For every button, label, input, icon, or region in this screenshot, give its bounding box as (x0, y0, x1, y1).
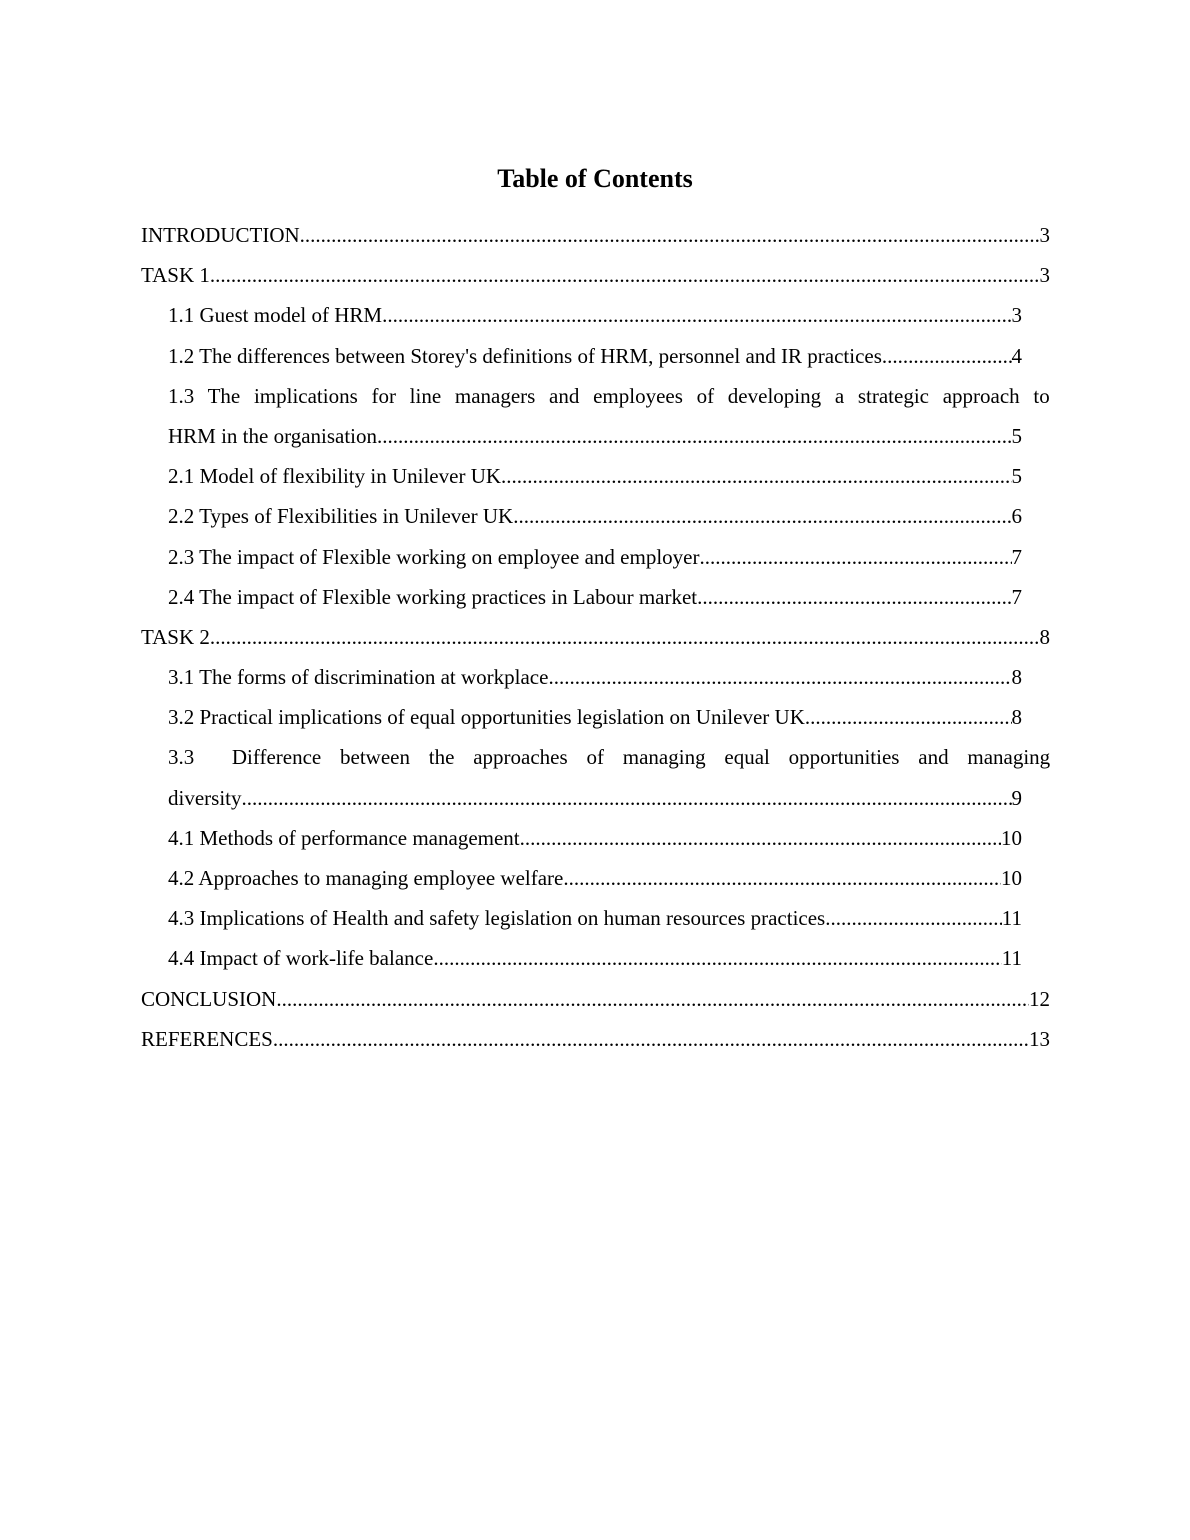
dot-leader (276, 979, 1029, 1019)
toc-entry-2-4[interactable] (168, 577, 1022, 617)
toc-entry-page: 8 (1039, 624, 1050, 649)
toc-entry-4-3[interactable] (168, 898, 1022, 938)
toc-entry-page: 7 (1011, 544, 1022, 569)
toc-entry-label: 1.1 Guest model of HRM (168, 303, 383, 328)
dot-leader (805, 697, 1012, 737)
toc-entry-label-line1: 3.3 Difference between the approaches of managing equal opportunities and managing (168, 745, 1051, 770)
toc-entry-line2 (168, 416, 1022, 456)
toc-entry-conclusion[interactable] (141, 979, 1050, 1019)
toc-entry-page: 7 (1011, 584, 1022, 609)
toc-entry-2-3[interactable] (168, 537, 1022, 577)
toc-entry-page: 6 (1011, 504, 1022, 529)
dot-leader (501, 456, 1011, 496)
toc-entry-line2 (168, 778, 1022, 818)
toc-title: Table of Contents (497, 164, 693, 193)
toc-entry-label: 2.3 The impact of Flexible working on employee and employer (168, 544, 700, 569)
toc-entry-3-1[interactable] (168, 657, 1022, 697)
dot-leader (520, 818, 1001, 858)
dot-leader (210, 617, 1040, 657)
toc-entry-label: REFERENCES (141, 1026, 273, 1051)
toc-entry-label: 4.4 Impact of work-life balance (168, 946, 434, 971)
toc-entry-label: TASK 1 (141, 263, 210, 288)
toc-entry-page: 11 (1001, 906, 1022, 931)
toc-entry-page: 10 (1001, 825, 1022, 850)
toc-entry-label: 2.4 The impact of Flexible working practices in Labour market (168, 584, 698, 609)
toc-entry-1-1[interactable] (168, 295, 1022, 335)
toc-entry-introduction[interactable] (141, 215, 1050, 255)
toc-entry-page: 5 (1011, 464, 1022, 489)
dot-leader (513, 496, 1011, 536)
toc-entry-3-3[interactable] (168, 737, 1050, 817)
toc-entry-task-1[interactable] (141, 255, 1050, 295)
toc-entry-2-1[interactable] (168, 456, 1022, 496)
toc-entry-label-line2: diversity (168, 785, 242, 810)
dot-leader (300, 215, 1040, 255)
toc-entry-label: TASK 2 (141, 624, 210, 649)
dot-leader (377, 416, 1011, 456)
dot-leader (242, 778, 1012, 818)
dot-leader (210, 255, 1040, 295)
toc-entry-1-2[interactable] (168, 336, 1022, 376)
dot-leader (563, 858, 1001, 898)
toc-entry-page: 4 (1011, 343, 1022, 368)
toc-entry-page: 3 (1011, 303, 1022, 328)
toc-entry-4-1[interactable] (168, 818, 1022, 858)
toc-entry-page: 8 (1011, 705, 1022, 730)
toc-entry-label: 1.2 The differences between Storey's definitions of HRM, personnel and IR practices (168, 343, 882, 368)
dot-leader (382, 295, 1011, 335)
toc-entry-label: 4.2 Approaches to managing employee welfare (168, 866, 564, 891)
dot-leader (697, 577, 1011, 617)
toc-entry-page: 9 (1011, 785, 1022, 810)
toc-entry-label: INTRODUCTION (141, 223, 300, 247)
toc-entry-4-2[interactable] (168, 858, 1022, 898)
dot-leader (882, 336, 1012, 376)
toc-entry-page: 11 (1001, 946, 1022, 971)
toc-entry-page: 3 (1039, 223, 1050, 247)
dot-leader (548, 657, 1011, 697)
dot-leader (825, 898, 1002, 938)
toc-entry-1-3[interactable] (168, 376, 1050, 456)
dot-leader (273, 1019, 1029, 1059)
toc-entry-label: 3.2 Practical implications of equal opportunities legislation on Unilever UK (168, 705, 805, 730)
toc-entry-label-line2: HRM in the organisation (168, 423, 378, 448)
toc-entry-label: 2.1 Model of flexibility in Unilever UK (168, 464, 502, 489)
toc-entry-label: CONCLUSION (141, 986, 277, 1011)
toc-entry-4-4[interactable] (168, 938, 1022, 978)
toc-entry-label: 4.3 Implications of Health and safety legislation on human resources practices (168, 906, 826, 931)
toc-entry-label: 2.2 Types of Flexibilities in Unilever UK (168, 504, 514, 529)
toc-entry-page: 5 (1011, 423, 1022, 448)
toc-entry-label: 4.1 Methods of performance management (168, 825, 520, 850)
toc-list (141, 215, 1050, 1059)
toc-entry-page: 8 (1011, 665, 1022, 690)
toc-entry-page: 12 (1029, 986, 1050, 1011)
toc-entry-page: 10 (1001, 866, 1022, 891)
toc-entry-page: 3 (1039, 263, 1050, 288)
toc-entry-label-line1: 1.3 The implications for line managers and employees of developing a strategic approach to (168, 383, 1050, 408)
toc-entry-page: 13 (1029, 1026, 1050, 1051)
dot-leader (699, 537, 1011, 577)
toc-entry-3-2[interactable] (168, 697, 1022, 737)
toc-entry-references[interactable] (141, 1019, 1050, 1059)
toc-entry-task-2[interactable] (141, 617, 1050, 657)
toc-entry-2-2[interactable] (168, 496, 1022, 536)
toc-entry-label: 3.1 The forms of discrimination at workplace (168, 665, 549, 690)
dot-leader (433, 938, 1001, 978)
